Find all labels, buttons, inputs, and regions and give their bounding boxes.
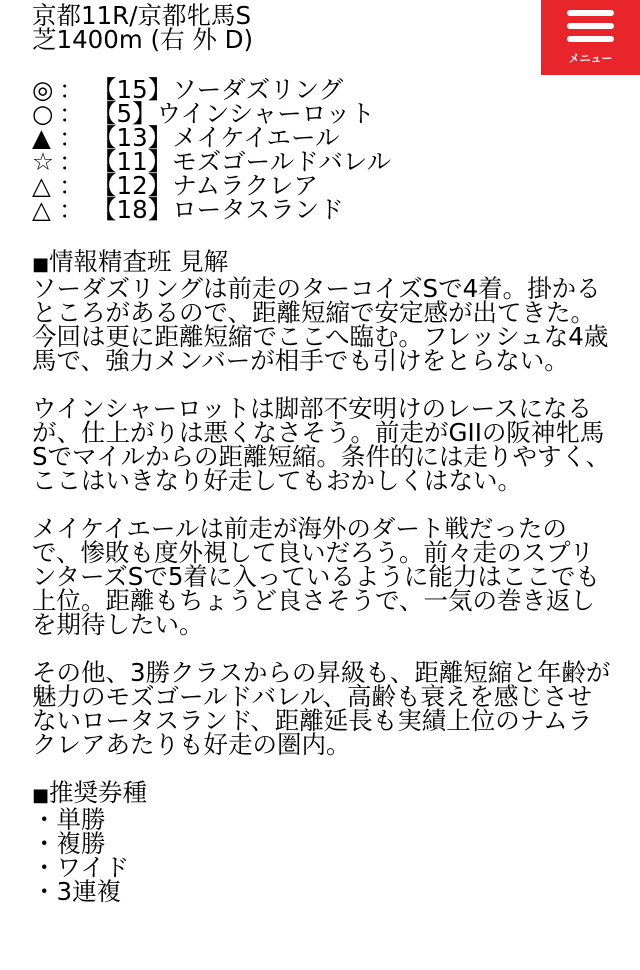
honmei-mark: ◎ [32,75,54,104]
bet-type-item: ・単勝 [32,805,106,834]
recommended-heading [32,778,612,808]
hamburger-bar [567,23,614,29]
separator: ： [59,75,84,104]
horse-number: 【13】 [92,123,173,152]
taikou-mark: ○ [32,99,54,128]
bet-type-list [32,805,612,906]
separator: ： [59,147,84,176]
article-content [32,1,612,906]
horse-name: ウインシャーロット [156,99,375,128]
analysis-heading [32,247,612,277]
separator: ： [59,99,84,128]
hoshi-mark: ☆ [32,147,54,176]
race-header [32,1,612,54]
bet-type-item: ・3連複 [32,877,122,906]
hamburger-bar [567,36,614,42]
analysis-paragraph: メイケイエールは前走が海外のダート戦だったので、惨敗も度外視して良いだろう。前々走のスプリンターズSで5着に入っているように能力はここでも上位。距離もちょうど良さそうで、一気の巻き返しを期待したい。 [32,514,600,639]
horse-number: 【12】 [92,171,173,200]
horse-number: 【15】 [92,75,173,104]
renshita-mark: △ [32,171,51,200]
square-bullet: ■ [32,254,50,275]
hamburger-bar [567,10,614,16]
prediction-list [32,75,612,224]
square-bullet: ■ [32,785,50,806]
race-title: 京都11R/京都牝馬S [32,1,252,30]
analysis-paragraph: ウインシャーロットは脚部不安明けのレースになるが、仕上がりは悪くなさそう。前走がGIIの阪神牝馬Sでマイルからの距離短縮。条件的には走りやすく、ここはいきなり好走してもおかしくはない。 [32,394,611,495]
analysis-heading-text: 情報精査班 見解 [49,247,229,276]
analysis-paragraph: ソーダズリングは前走のターコイズSで4着。掛かるところがあるので、距離短縮で安定感が出てきた。今回は更に距離短縮でここへ臨む。フレッシュな4歳馬で、強力メンバーが相手でも引けをとらない。 [32,274,609,375]
menu-label: メニュー [568,52,613,65]
horse-number: 【18】 [92,195,173,224]
recommended-heading-text: 推奨券種 [49,778,148,807]
tanana-mark: ▲ [32,123,51,152]
bet-type-item: ・複勝 [32,829,106,858]
prediction-row [32,195,612,224]
renshita-mark: △ [32,195,51,224]
horse-name: メイケイエール [172,123,340,152]
menu-button[interactable] [541,0,640,75]
race-course: 芝1400m (右 外 D) [32,25,254,54]
bet-type-item: ・ワイド [32,853,130,882]
separator: ： [59,123,84,152]
horse-name: モズゴールドバレル [172,147,392,176]
horse-name: ソーダズリング [172,75,344,104]
horse-number: 【5】 [92,99,157,128]
separator: ： [59,171,84,200]
horse-number: 【11】 [92,147,173,176]
horse-name: ナムラクレア [172,171,318,200]
analysis-paragraph: その他、3勝クラスからの昇級も、距離短縮と年齢が魅力のモズゴールドバレル、高齢も衰えを感じさせないロータスランド、距離延長も実績上位のナムラクレアあたりも好走の圏内。 [32,658,611,759]
horse-name: ロータスランド [172,195,344,224]
separator: ： [59,195,84,224]
